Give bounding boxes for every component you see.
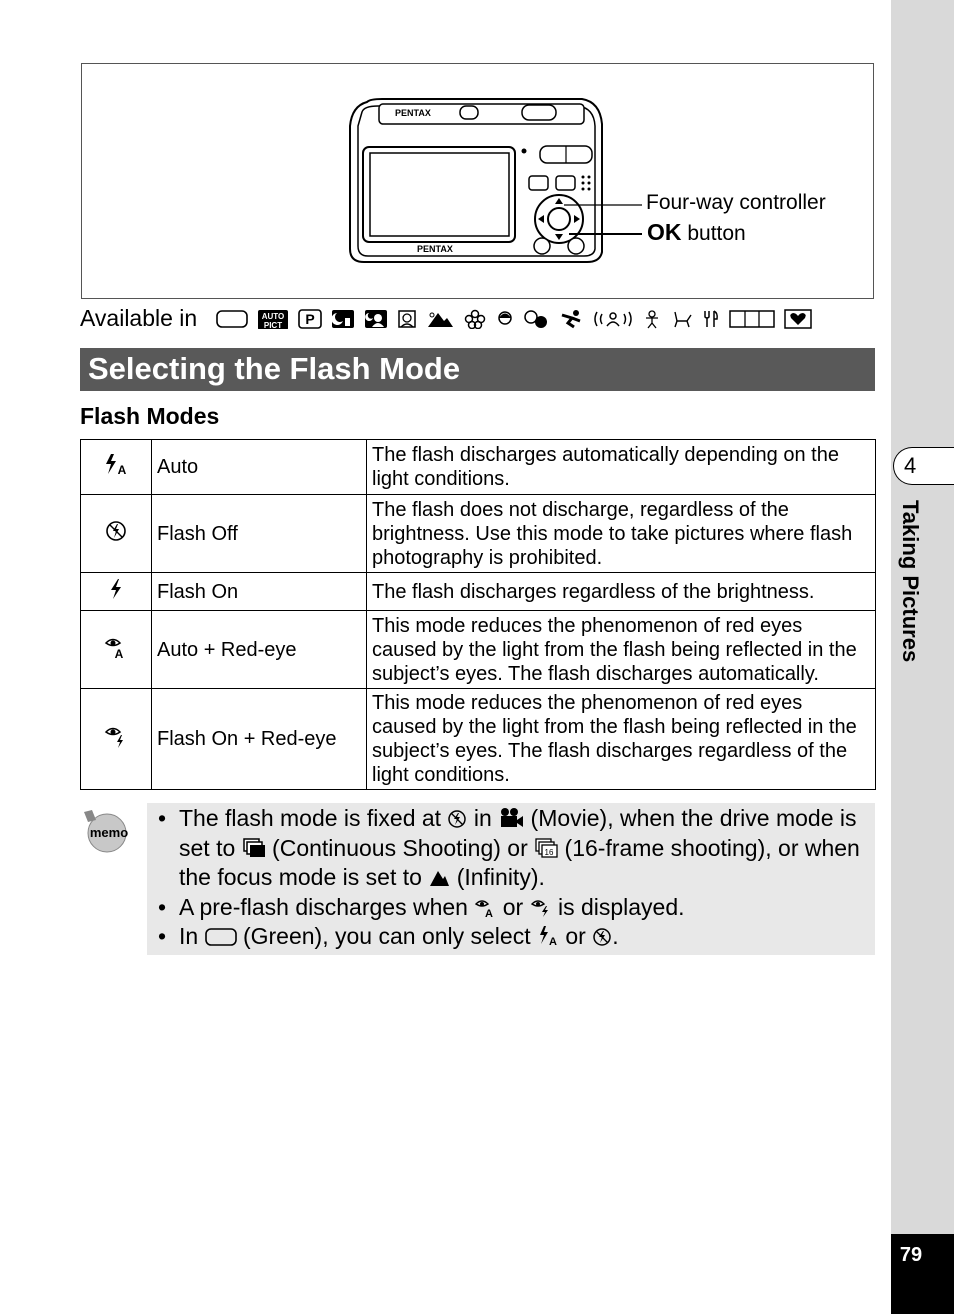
svg-text:A: A	[549, 936, 557, 948]
mode-description: This mode reduces the phenomenon of red eyes caused by the light from the flash being reflected in the subject’s eyes. The flash discharges automatically.	[367, 611, 876, 689]
memo-icon-label: memo	[89, 825, 129, 840]
memo-text: or	[565, 923, 586, 950]
camera-brand-bottom: PENTAX	[417, 244, 453, 254]
movie-icon	[498, 807, 524, 829]
table-icon-cell	[81, 440, 152, 495]
available-in-label: Available in	[80, 305, 198, 331]
food-icon	[702, 309, 720, 329]
svg-text:AUTO: AUTO	[261, 312, 285, 321]
infinity-focus-icon	[428, 868, 450, 888]
svg-text:16: 16	[544, 847, 554, 857]
ok-symbol: OK	[647, 219, 682, 245]
mode-name: Flash On + Red-eye	[152, 689, 367, 790]
sport-icon	[558, 309, 584, 329]
mode-description: This mode reduces the phenomenon of red eyes caused by the light from the flash being reflected in the subject’s eyes. The flash discharges regardless of the light conditions.	[367, 689, 876, 790]
landscape-icon	[426, 309, 454, 329]
flash-on-red-eye-icon	[103, 723, 129, 749]
flower-icon	[463, 309, 487, 329]
mode-name: Flash Off	[152, 495, 367, 573]
camera-figure	[81, 63, 874, 299]
mode-description: The flash discharges regardless of the brightness.	[367, 573, 876, 611]
svg-text:PICT: PICT	[263, 321, 283, 329]
ok-button-callout	[647, 219, 746, 246]
available-modes	[216, 307, 812, 331]
flash-auto-icon	[103, 452, 129, 476]
svg-text:A: A	[114, 646, 124, 660]
panorama-icon	[729, 309, 775, 329]
memo-text: In	[179, 923, 199, 950]
sixteen-frame-icon	[534, 837, 558, 859]
mode-name: Auto	[152, 440, 367, 495]
memo-text: in	[473, 805, 492, 831]
ok-button-text: button	[687, 222, 746, 245]
flash-off-icon	[592, 927, 612, 947]
table-row	[81, 611, 876, 689]
list-item	[158, 922, 870, 952]
mode-description: The flash does not discharge, regardless of the brightness. Use this mode to take pictures where flash photography is prohibited.	[367, 495, 876, 573]
section-heading: Selecting the Flash Mode	[80, 348, 875, 391]
surf-snow-icon	[593, 309, 633, 329]
camera-back-illustration	[82, 64, 873, 298]
green-mode-icon	[216, 309, 248, 329]
table-icon-cell	[81, 495, 152, 573]
soft-icon	[496, 309, 514, 329]
page-number: 79	[899, 1244, 923, 1266]
memo-text: (Movie), when the drive mode is set to	[179, 805, 857, 861]
flash-on-icon	[107, 577, 125, 601]
svg-text:A: A	[485, 907, 494, 918]
memo-text: (Continuous Shooting) or	[272, 834, 528, 861]
memo-text: The flash mode is fixed at	[179, 805, 442, 831]
night-scene-icon	[331, 309, 355, 329]
table-row	[81, 440, 876, 495]
chapter-title: Taking Pictures	[898, 500, 923, 663]
frame-composite-icon	[784, 309, 812, 329]
mode-name: Auto + Red-eye	[152, 611, 367, 689]
pet-icon	[523, 309, 549, 329]
flash-off-icon	[447, 809, 467, 829]
night-portrait-icon	[364, 309, 388, 329]
svg-text:A: A	[117, 463, 127, 476]
auto-red-eye-icon	[474, 896, 496, 918]
memo-list	[158, 804, 870, 952]
table-icon-cell	[81, 573, 152, 611]
auto-red-eye-icon	[103, 634, 129, 660]
kids-icon	[642, 309, 662, 329]
table-icon-cell	[81, 689, 152, 790]
chapter-number: 4	[893, 447, 954, 485]
flash-modes-table	[80, 439, 876, 790]
memo-text: (Green), you can only select	[242, 923, 531, 950]
mode-name: Flash On	[152, 573, 367, 611]
flash-auto-icon	[537, 925, 559, 947]
dog-icon	[671, 309, 693, 329]
memo-text: A pre-flash discharges when	[179, 893, 468, 920]
table-icon-cell	[81, 611, 152, 689]
table-row	[81, 495, 876, 573]
table-row	[81, 689, 876, 790]
list-item	[158, 893, 870, 923]
four-way-controller-callout: Four-way controller	[646, 191, 826, 214]
flash-off-icon	[104, 519, 128, 543]
mode-description: The flash discharges automatically depending on the light conditions.	[367, 440, 876, 495]
flash-on-red-eye-icon	[530, 896, 552, 918]
memo-text: (16-frame shooting), or when the focus mode is set to	[179, 834, 860, 891]
green-mode-icon	[205, 927, 237, 947]
list-item	[158, 804, 870, 893]
memo-text: (Infinity).	[456, 864, 545, 891]
continuous-shooting-icon	[242, 837, 266, 859]
memo-text: or	[502, 893, 524, 920]
memo-icon	[80, 808, 132, 854]
auto-picture-icon	[257, 309, 289, 329]
memo-text: is displayed.	[557, 893, 685, 920]
camera-brand-top: PENTAX	[395, 108, 431, 118]
program-icon	[298, 309, 322, 329]
portrait-icon	[397, 309, 417, 329]
svg-text:P: P	[305, 311, 315, 327]
memo-text: .	[612, 923, 619, 950]
flash-modes-subheading: Flash Modes	[80, 403, 220, 429]
table-row	[81, 573, 876, 611]
